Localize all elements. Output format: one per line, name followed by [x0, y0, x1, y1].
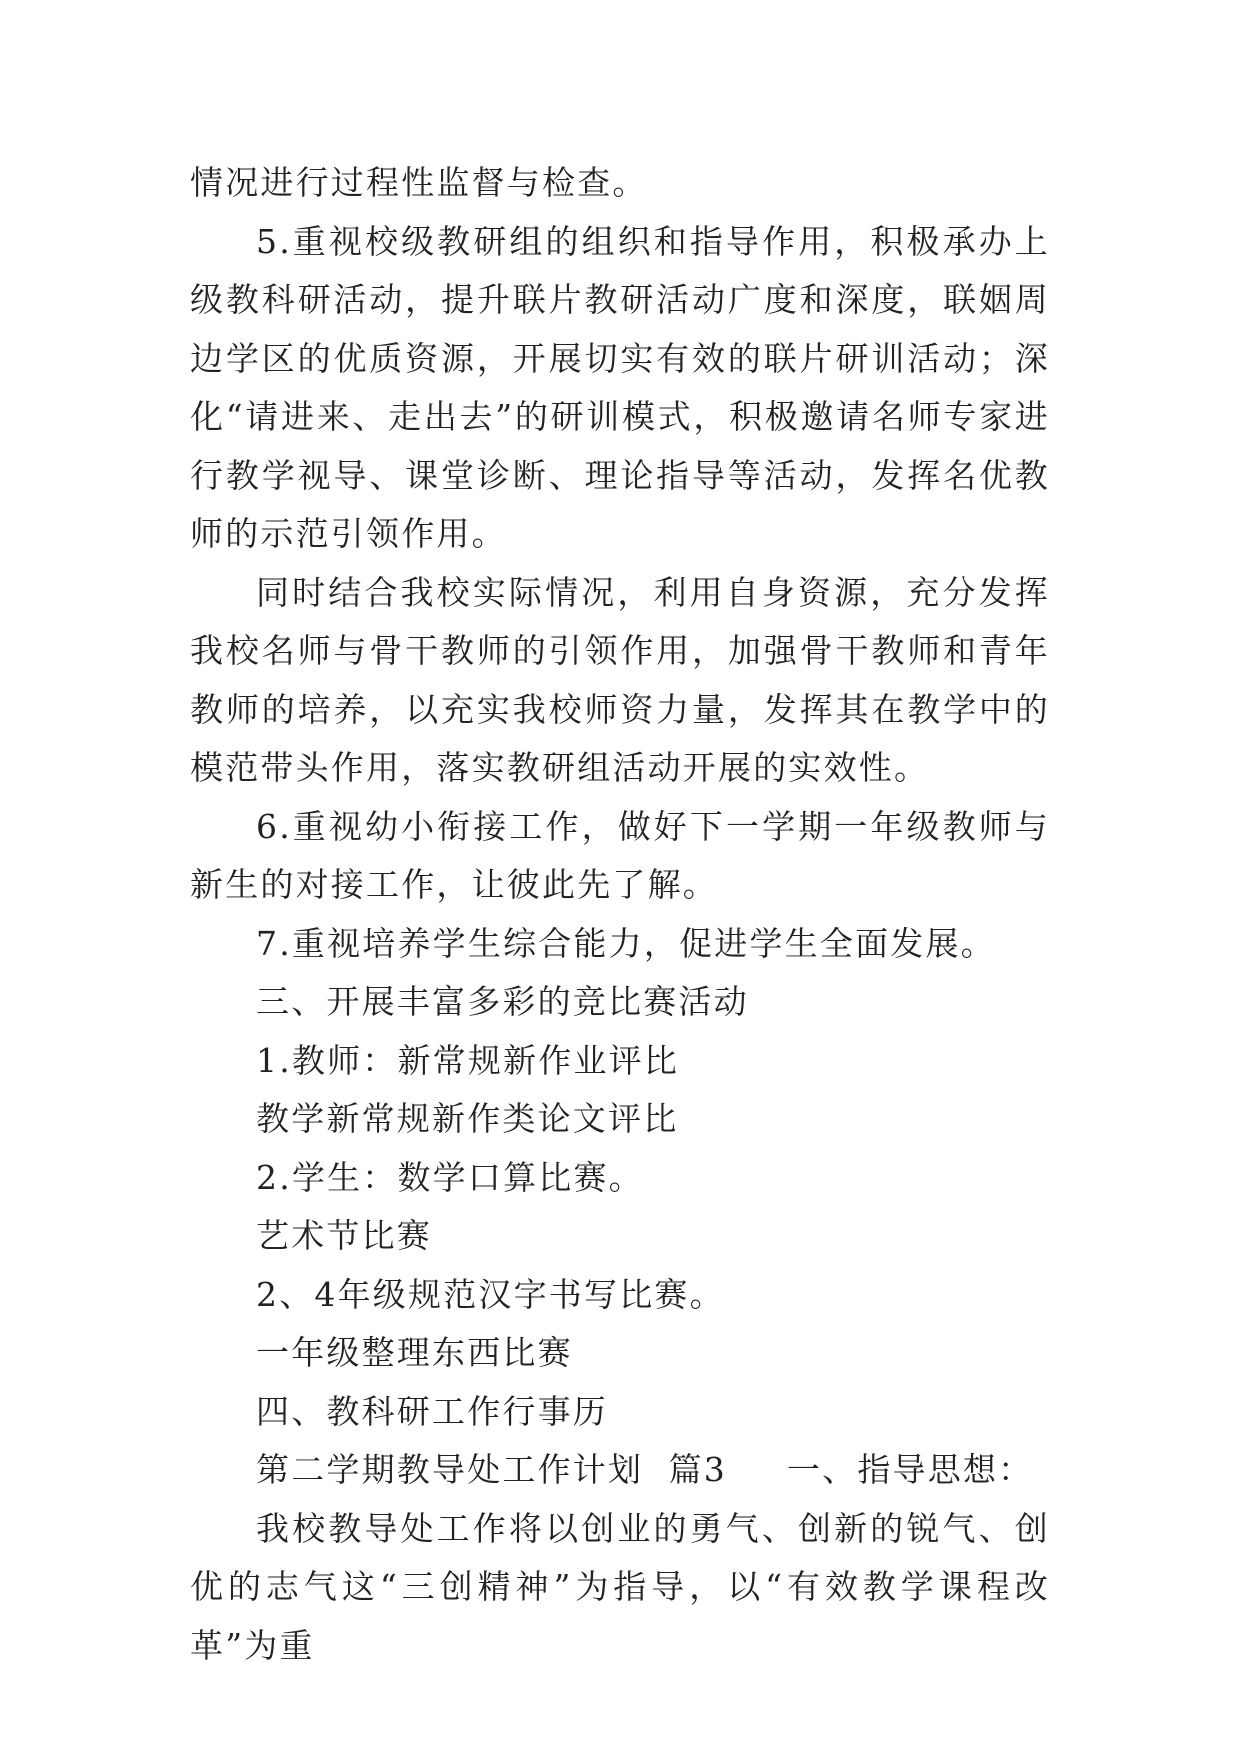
list-item: 2、4年级规范汉字书写比赛。	[256, 1274, 725, 1314]
paragraph: 同时结合我校实际情况，利用自身资源，充分发挥我校名师与骨干教师的引领作用，加强骨干教师和青年教师的培养，以充实我校师资力量，发挥其在教学中的模范带头作用，落实教研组活动开展的实效性。	[190, 572, 1050, 787]
section-heading: 一、指导思想：	[786, 1450, 1034, 1489]
section-heading: 三、开展丰富多彩的竞比赛活动	[256, 982, 749, 1021]
list-item: 1.教师：新常规新作业评比	[256, 1040, 680, 1080]
paragraph: 5.重视校级教研组的组织和指导作用，积极承办上级教科研活动，提升联片教研活动广度和深度，联姻周边学区的优质资源，开展切实有效的联片研训活动；深化“请进来、走出去”的研训模式，积极邀请名师专家进行教学视导、课堂诊断、理论指导等活动，发挥名优教师的示范引领作用。	[190, 221, 1050, 553]
paragraph: 我校教导处工作将以创业的勇气、创新的锐气、创优的志气这“三创精神”为指导，以“有效教学课程改革”为重	[190, 1508, 1050, 1665]
list-item: 一年级整理东西比赛	[256, 1333, 573, 1372]
plan-title-line	[190, 1441, 1050, 1500]
paragraph: 6.重视幼小衔接工作，做好下一学期一年级教师与新生的对接工作，让彼此先了解。	[190, 806, 1050, 904]
document-body	[190, 154, 1050, 1675]
plan-title: 第二学期教导处工作计划 篇3	[256, 1450, 727, 1489]
paragraph: 情况进行过程性监督与检查。	[190, 163, 648, 202]
paragraph: 7.重视培养学生综合能力，促进学生全面发展。	[256, 923, 996, 963]
section-heading: 四、教科研工作行事历	[256, 1391, 608, 1431]
list-item: 2.学生：数学口算比赛。	[256, 1157, 644, 1197]
list-item: 艺术节比赛	[256, 1216, 432, 1255]
list-item: 教学新常规新作类论文评比	[256, 1099, 679, 1138]
